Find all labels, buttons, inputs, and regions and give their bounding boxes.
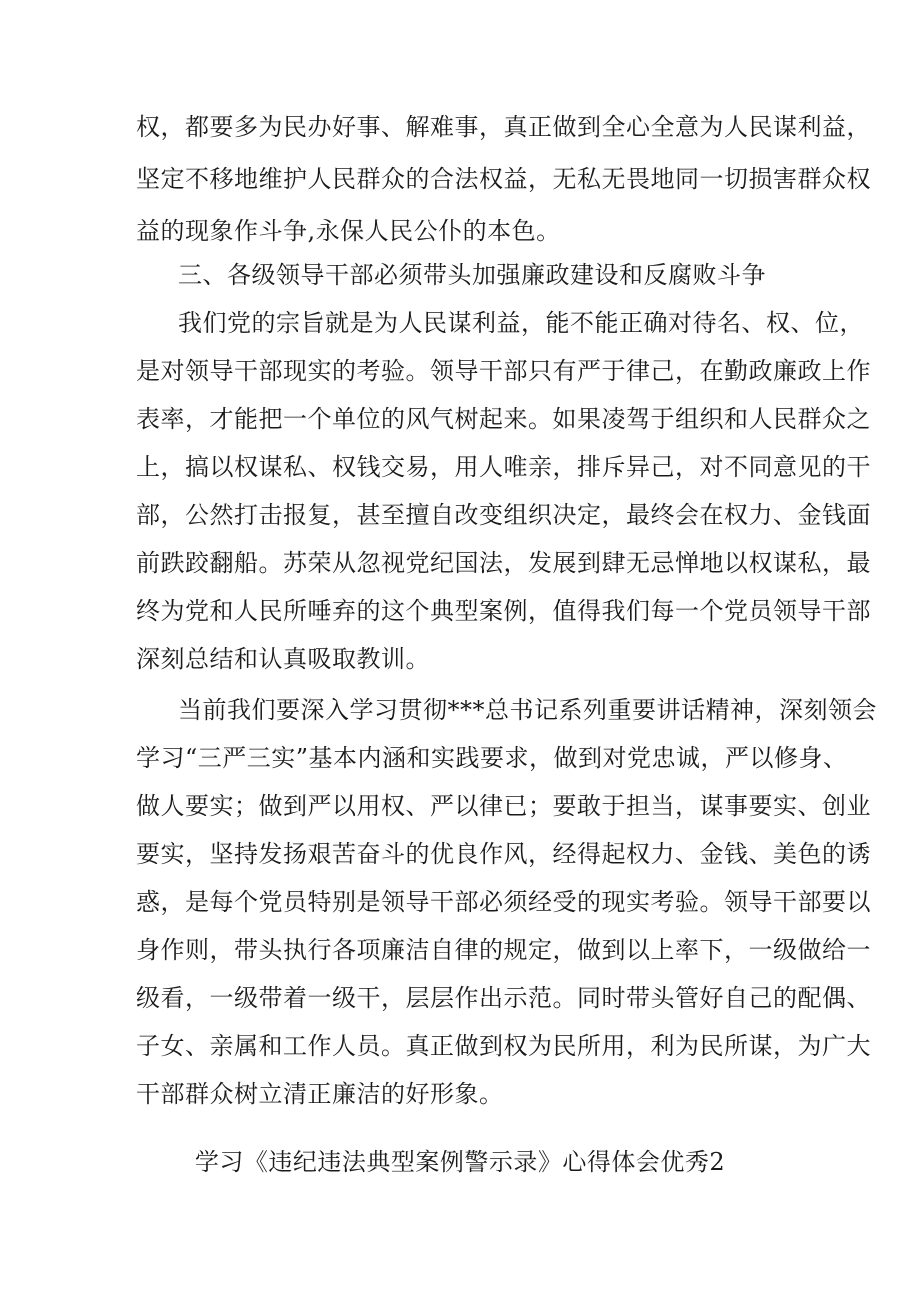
paragraph-line: 是对领导干部现实的考验。领导干部只有严于律己，在勤政廉政上作 xyxy=(136,357,871,385)
paragraph-line: 坚定不移地维护人民群众的合法权益，无私无畏地同一切损害群众权 xyxy=(136,165,871,193)
paragraph-line: 权，都要多为民办好事、解难事，真正做到全心全意为人民谋利益， xyxy=(136,113,871,141)
paragraph-line: 当前我们要深入学习贯彻***总书记系列重要讲话精神，深刻领会 xyxy=(178,696,877,724)
paragraph-line: 惑，是每个党员特别是领导干部必须经受的现实考验。领导干部要以 xyxy=(136,888,871,916)
paragraph-line: 部，公然打击报复，甚至擅自改变组织决定，最终会在权力、金钱面 xyxy=(136,501,871,529)
paragraph-line: 子女、亲属和工作人员。真正做到权为民所用，利为民所谋，为广大 xyxy=(136,1032,871,1060)
paragraph-line: 益的现象作斗争,永保人民公仆的本色。 xyxy=(136,217,561,245)
paragraph-line: 干部群众树立清正廉洁的好形象。 xyxy=(136,1080,504,1108)
paragraph-line: 深刻总结和认真吸取教训。 xyxy=(136,645,430,673)
paragraph-line: 表率，才能把一个单位的风气树起来。如果凌驾于组织和人民群众之 xyxy=(136,405,871,433)
paragraph-line: 做人要实；做到严以用权、严以律已；要敢于担当，谋事要实、创业 xyxy=(136,792,871,820)
paragraph-line: 终为党和人民所唾弃的这个典型案例，值得我们每一个党员领导干部 xyxy=(136,597,871,625)
section-heading: 三、各级领导干部必须带头加强廉政建设和反腐败斗争 xyxy=(178,261,766,289)
paragraph-line: 级看，一级带着一级干，层层作出示范。同时带头管好自己的配偶、 xyxy=(136,984,871,1012)
paragraph-line: 身作则，带头执行各项廉洁自律的规定，做到以上率下，一级做给一 xyxy=(136,936,871,964)
paragraph-line: 上，搞以权谋私、权钱交易，用人唯亲，排斥异己，对不同意见的干 xyxy=(136,453,871,481)
paragraph-line: 要实，坚持发扬艰苦奋斗的优良作风，经得起权力、金钱、美色的诱 xyxy=(136,840,871,868)
paragraph-line: 我们党的宗旨就是为人民谋利益，能不能正确对待名、权、位， xyxy=(178,309,864,337)
document-title: 学习《违纪违法典型案例警示录》心得体会优秀2 xyxy=(194,1148,726,1176)
paragraph-line: 前跌跤翻船。苏荣从忽视党纪国法，发展到肆无忌惮地以权谋私，最 xyxy=(136,549,871,577)
paragraph-line: 学习“三严三实”基本内涵和实践要求，做到对党忠诚，严以修身、 xyxy=(136,744,848,772)
